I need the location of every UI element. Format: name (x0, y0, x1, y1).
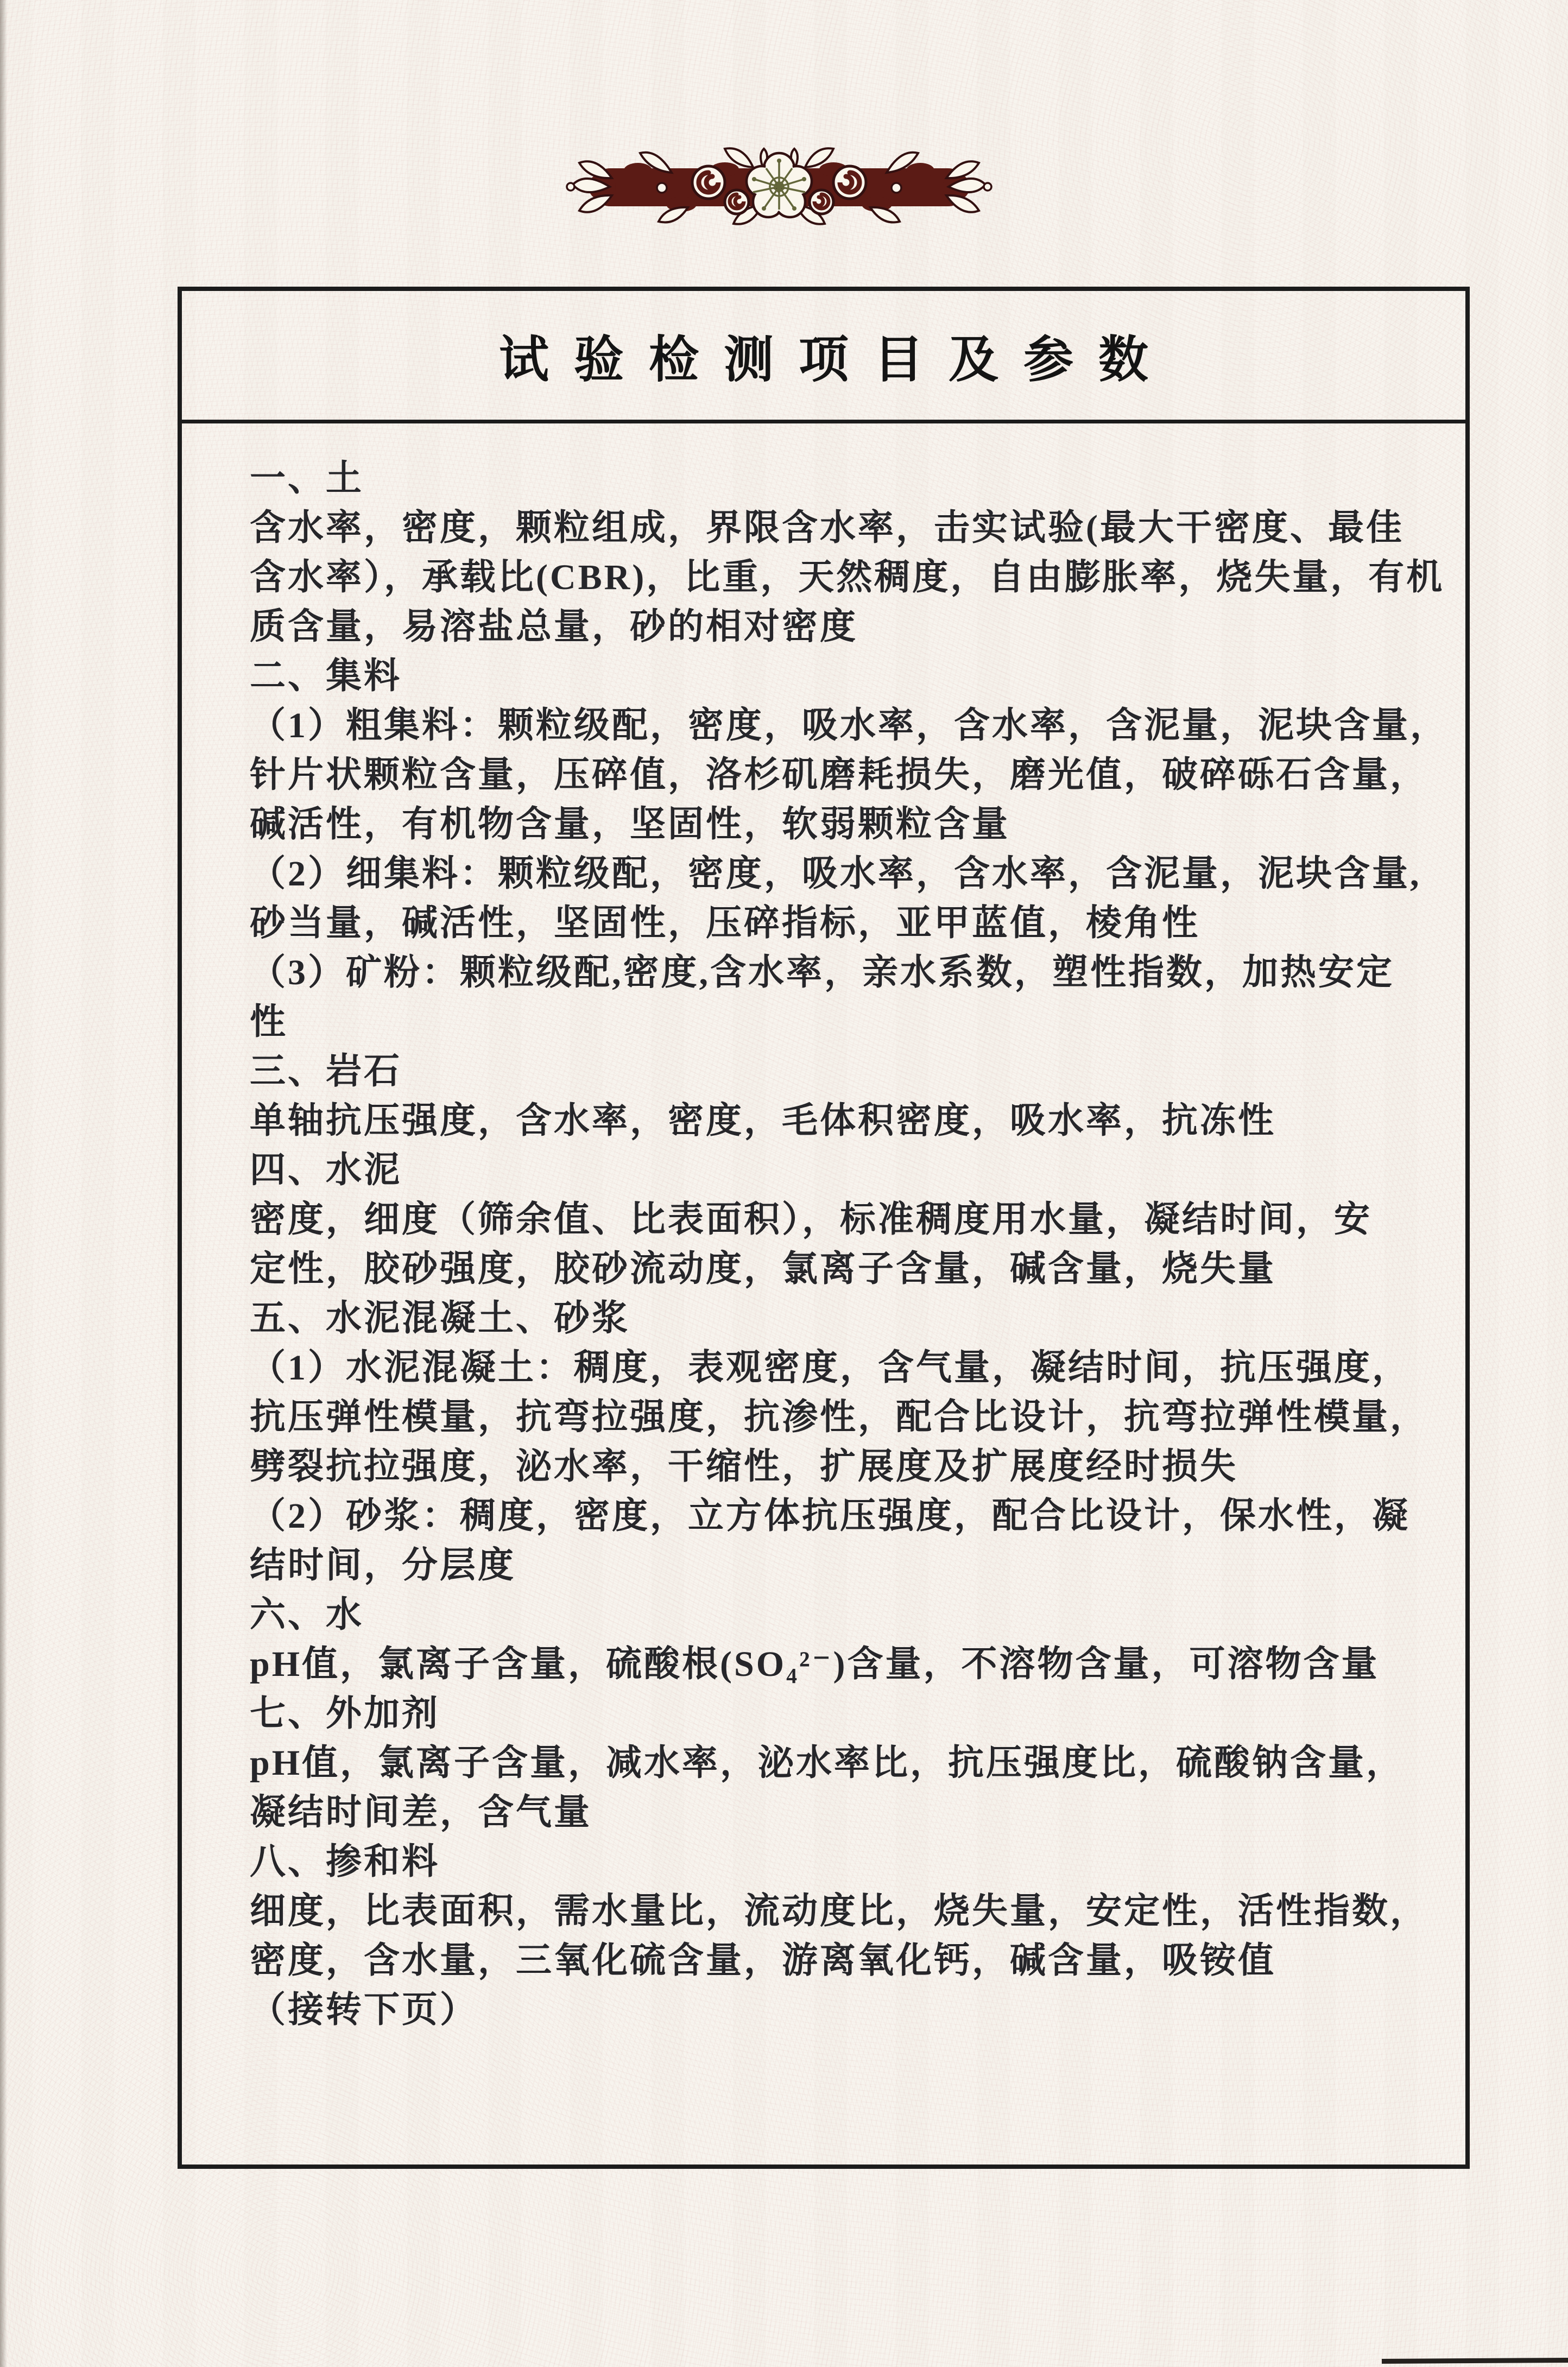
body-text-line: 七、外加剂 (250, 1694, 440, 1733)
body-text-line: 定性，胶砂强度，胶砂流动度，氯离子含量，碱含量，烧失量 (250, 1249, 1276, 1289)
body-text-line: 细度，比表面积，需水量比，流动度比，烧失量，安定性，活性指数， (250, 1891, 1428, 1931)
body-text-line: 劈裂抗拉强度，泌水率，干缩性，扩展度及扩展度经时损失 (250, 1447, 1238, 1486)
body-text-line: 单轴抗压强度，含水率，密度，毛体积密度，吸水率，抗冻性 (250, 1101, 1276, 1141)
document-body (250, 454, 1449, 2035)
body-text-line: 四、水泥 (250, 1150, 402, 1190)
body-text-line: 八、掺和料 (250, 1842, 440, 1882)
body-text-line: （1）水泥混凝土：稠度，表观密度，含气量，凝结时间，抗压强度， (250, 1348, 1410, 1388)
body-text-line: 三、岩石 (250, 1052, 402, 1091)
body-text-line: 性 (250, 1002, 288, 1042)
document-title-header (182, 291, 1465, 423)
body-text-line: 质含量，易溶盐总量，砂的相对密度 (250, 607, 858, 647)
body-text-line: 含水率），承载比(CBR)，比重，天然稠度，自由膨胀率，烧失量，有机 (250, 558, 1445, 597)
floral-ornament (546, 140, 1013, 233)
body-text-line: pH值，氯离子含量，减水率，泌水率比，抗压强度比，硫酸钠含量， (250, 1743, 1405, 1783)
body-text-line: （2）砂浆：稠度，密度，立方体抗压强度，配合比设计，保水性，凝 (250, 1496, 1410, 1536)
body-text-line: 六、水 (250, 1595, 364, 1635)
body-text-line: 一、土 (250, 459, 364, 498)
center-flower-icon (747, 153, 812, 217)
body-text-line: 五、水泥混凝土、砂浆 (250, 1299, 630, 1338)
body-text-line: 密度，细度（筛余值、比表面积），标准稠度用水量，凝结时间，安 (250, 1200, 1372, 1239)
body-text-line: 二、集料 (250, 656, 402, 696)
document-border-box (178, 287, 1470, 2169)
body-text-line: 结时间，分层度 (250, 1546, 516, 1585)
body-text-line: pH值，氯离子含量，硫酸根(SO₄²⁻)含量，不溶物含量，可溶物含量 (250, 1644, 1380, 1684)
body-text-line: 含水率，密度，颗粒组成，界限含水率，击实试验(最大干密度、最佳 (250, 508, 1404, 548)
body-text-line: 碱活性，有机物含量，坚固性，软弱颗粒含量 (250, 805, 1010, 844)
body-text-line: （2）细集料：颗粒级配，密度，吸水率，含水率，含泥量，泥块含量, (250, 854, 1421, 894)
body-text-line: 密度，含水量，三氧化硫含量，游离氧化钙，碱含量，吸铵值 (250, 1941, 1276, 1980)
page-title: 试验检测项目及参数 (498, 332, 1173, 388)
body-text-line: （1）粗集料：颗粒级配，密度，吸水率，含水率，含泥量，泥块含量， (250, 706, 1448, 745)
body-text-line: 针片状颗粒含量，压碎值，洛杉矶磨耗损失，磨光值，破碎砾石含量， (250, 755, 1428, 795)
body-text-line: 砂当量，碱活性，坚固性，压碎指标，亚甲蓝值，棱角性 (250, 903, 1200, 943)
body-text-line: （3）矿粉：颗粒级配,密度,含水率，亲水系数，塑性指数，加热安定 (250, 953, 1394, 992)
body-text-line: 凝结时间差，含气量 (250, 1793, 592, 1832)
body-text-line: （接转下页） (250, 1990, 478, 2030)
body-text-line: 抗压弹性模量，抗弯拉强度，抗渗性，配合比设计，抗弯拉弹性模量， (250, 1397, 1428, 1437)
scan-edge-artifact (1382, 2358, 1568, 2364)
